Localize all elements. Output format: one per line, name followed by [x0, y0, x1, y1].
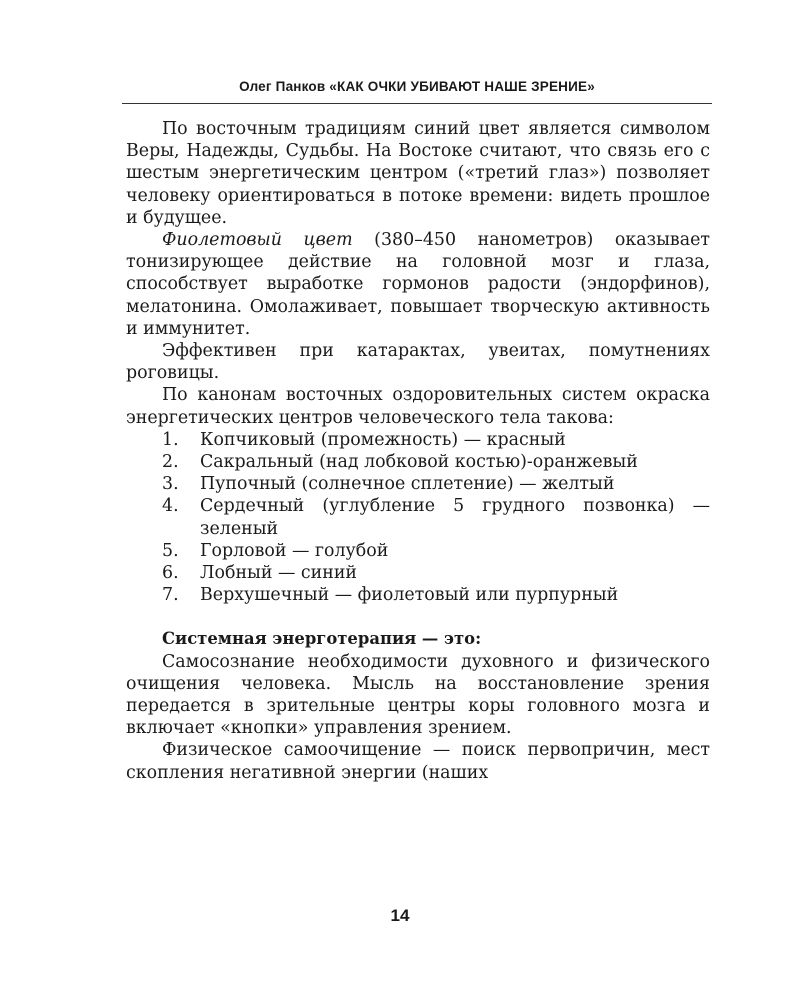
list-item	[126, 540, 710, 562]
list-item-number: 4.	[162, 496, 179, 517]
energy-centers-list	[126, 429, 710, 607]
page-body	[126, 118, 710, 784]
paragraph-effective: Эффективен при катарактах, увеитах, помутнениях роговицы.	[126, 341, 710, 384]
list-item	[126, 473, 710, 495]
list-item-number: 5.	[162, 540, 179, 561]
list-item-text: Верхушечный — фиолетовый или пурпурный	[200, 585, 619, 606]
violet-color-description: (380–450 нанометров) оказывает тонизирующее действие на головной мозг и глаза, способствует выработке гормонов радости (эндорфинов), мелатонина. Омолаживает, повышает творческую активность и иммунитет.	[126, 230, 710, 339]
section-heading: Системная энерготерапия — это:	[162, 629, 482, 649]
list-item-number: 1.	[162, 429, 179, 450]
list-item	[126, 429, 710, 451]
section-spacer	[126, 606, 710, 628]
page-number: 14	[390, 906, 410, 925]
list-item	[126, 562, 710, 584]
paragraph-self-awareness: Самосознание необходимости духовного и физического очищения человека. Мысль на восстановление зрения передается в зрительные центры коры головного мозга и включает «кнопки» управления зрением.	[126, 651, 710, 739]
list-item-text: Лобный — синий	[200, 563, 358, 584]
list-item	[126, 495, 710, 539]
list-item-number: 6.	[162, 563, 179, 584]
list-item-number: 2.	[162, 452, 179, 473]
paragraph-blue-color: По восточным традициям синий цвет является символом Веры, Надежды, Судьбы. На Востоке считают, что связь его с шестым энергетическим центром («третий глаз») позволяет человеку ориентироваться в потоке времени: видеть прошлое и будущее.	[126, 119, 710, 228]
header-divider	[122, 103, 712, 104]
list-item-text: Пупочный (солнечное сплетение) — желтый	[200, 474, 615, 495]
list-item-text: Горловой — голубой	[200, 540, 389, 561]
paragraph-canons: По канонам восточных оздоровительных систем окраска энергетических центров человеческого тела такова:	[126, 385, 710, 428]
violet-color-term: Фиолетовый цвет	[162, 230, 353, 251]
list-item-number: 3.	[162, 474, 179, 495]
list-item-text: Сакральный (над лобковой костью)-оранжевый	[200, 452, 638, 473]
paragraph-physical-cleansing: Физическое самоочищение — поиск первопричин, мест скопления негативной энергии (наших	[126, 740, 710, 783]
list-item-number: 7.	[162, 585, 179, 606]
list-item-text: Копчиковый (промежность) — красный	[200, 429, 566, 450]
paragraph-violet-color	[126, 229, 710, 340]
list-item	[126, 451, 710, 473]
list-item	[126, 584, 710, 606]
list-item-text: Сердечный (углубление 5 грудного позвонка) — зеленый	[200, 496, 710, 539]
running-head-title: Олег Панков «КАК ОЧКИ УБИВАЮТ НАШЕ ЗРЕНИЕ»	[239, 79, 595, 94]
